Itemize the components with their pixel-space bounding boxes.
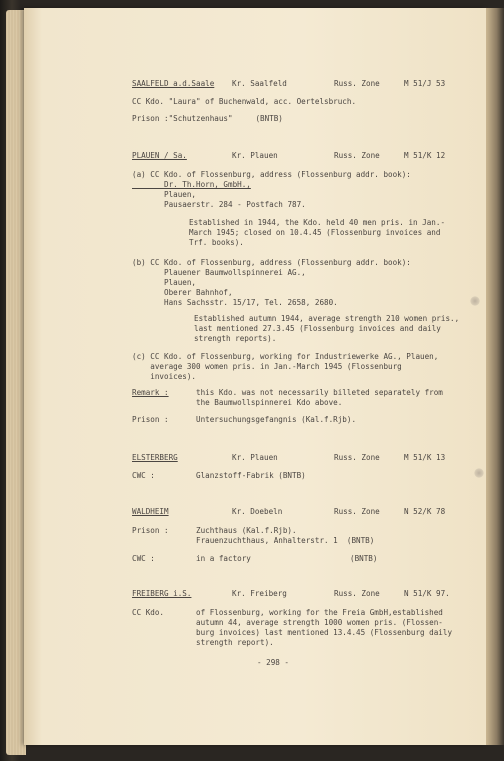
plauen-a-info: March 1945; closed on 10.4.45 (Flossenburg invoices and — [189, 228, 441, 237]
entry-place-elsterberg: ELSTERBERG — [132, 453, 178, 462]
plauen-b-info: strength reports). — [194, 334, 277, 343]
entry-place-waldheim: WALDHEIM — [132, 507, 169, 516]
entry-zone-waldheim: Russ. Zone — [334, 507, 380, 516]
entry-zone-plauen: Russ. Zone — [334, 151, 380, 160]
plauen-remark-label: Remark : — [132, 388, 169, 397]
waldheim-cwc-source: (BNTB) — [350, 554, 378, 563]
plauen-c-line: average 300 women pris. in Jan.-March 1945 (Flossenburg — [132, 362, 402, 371]
waldheim-prison-label: Prison : — [132, 526, 169, 535]
elsterberg-label: CWC : — [132, 471, 155, 480]
plauen-c-line: invoices). — [132, 372, 197, 381]
freiberg-label: CC Kdo. — [132, 608, 165, 617]
waldheim-prison-line: Zuchthaus (Kal.f.Rjb). — [196, 526, 297, 535]
entry-mapref-saalfeld: M 51/J 53 — [404, 79, 446, 88]
entry-place-freiberg: FREIBERG i.S. — [132, 589, 192, 598]
entry-kreis-plauen: Kr. Plauen — [232, 151, 278, 160]
entry-mapref-freiberg: N 51/K 97. — [404, 589, 450, 598]
plauen-b-info: last mentioned 27.3.45 (Flossenburg invoices and daily — [194, 324, 441, 333]
entry-place-plauen: PLAUEN / Sa. — [132, 151, 187, 160]
elsterberg-text: Glanzstoff-Fabrik (BNTB) — [196, 471, 306, 480]
entry-kreis-waldheim: Kr. Doebeln — [232, 507, 283, 516]
punch-hole — [470, 296, 480, 306]
freiberg-line: burg invoices) last mentioned 13.4.45 (Flossenburg daily — [196, 628, 453, 637]
binding-shadow — [486, 8, 504, 745]
entry-mapref-waldheim: N 52/K 78 — [404, 507, 446, 516]
plauen-b-line: Oberer Bahnhof, — [132, 288, 233, 297]
entry-place-saalfeld: SAALFELD a.d.Saale — [132, 79, 215, 88]
plauen-a-line: Plauen, — [132, 190, 197, 199]
plauen-remark-line: this Kdo. was not necessarily billeted separately from — [196, 388, 443, 397]
plauen-a-info: Trf. books). — [189, 238, 244, 247]
entry-zone-elsterberg: Russ. Zone — [334, 453, 380, 462]
plauen-a-info: Established in 1944, the Kdo. held 40 men pris. in Jan.- — [189, 218, 446, 227]
waldheim-cwc-text: in a factory — [196, 554, 251, 563]
entry-kreis-elsterberg: Kr. Plauen — [232, 453, 278, 462]
plauen-b-line: (b) CC Kdo. of Flossenburg, address (Flossenburg addr. book): — [132, 258, 411, 267]
plauen-c-line: (c) CC Kdo. of Flossenburg, working for Industriewerke AG., Plauen, — [132, 352, 439, 361]
entry-kreis-saalfeld: Kr. Saalfeld — [232, 79, 287, 88]
document-text — [24, 8, 486, 745]
plauen-a-line: (a) CC Kdo. of Flossenburg, address (Flossenburg addr. book): — [132, 170, 411, 179]
entry-kreis-freiberg: Kr. Freiberg — [232, 589, 287, 598]
entry-zone-freiberg: Russ. Zone — [334, 589, 380, 598]
entry-mapref-plauen: M 51/K 12 — [404, 151, 446, 160]
saalfeld-line-1: CC Kdo. "Laura" of Buchenwald, acc. Oertelsbruch. — [132, 97, 357, 106]
entry-mapref-elsterberg: M 51/K 13 — [404, 453, 446, 462]
page-stack-edge — [6, 10, 26, 755]
waldheim-prison-line: Frauenzuchthaus, Anhalterstr. 1 (BNTB) — [196, 536, 375, 545]
freiberg-line: of Flossenburg, working for the Freia GmbH,established — [196, 608, 443, 617]
entry-zone-saalfeld: Russ. Zone — [334, 79, 380, 88]
page-number: - 298 - — [257, 658, 290, 667]
plauen-remark-line: the Baumwollspinnerei Kdo above. — [196, 398, 343, 407]
punch-hole — [474, 468, 484, 478]
plauen-b-line: Plauen, — [132, 278, 197, 287]
plauen-a-line: Pausaerstr. 284 - Postfach 787. — [132, 200, 306, 209]
plauen-prison-text: Untersuchungsgefangnis (Kal.f.Rjb). — [196, 415, 357, 424]
saalfeld-line-2: Prison :"Schutzenhaus" (BNTB) — [132, 114, 283, 123]
plauen-b-line: Plauener Baumwollspinnerei AG., — [132, 268, 306, 277]
plauen-a-line: Dr. Th.Horn, GmbH., — [132, 180, 251, 189]
plauen-b-line: Hans Sachsstr. 15/17, Tel. 2658, 2680. — [132, 298, 338, 307]
waldheim-cwc-label: CWC : — [132, 554, 155, 563]
freiberg-line: strength report). — [196, 638, 274, 647]
plauen-b-info: Established autumn 1944, average strength 210 women pris., — [194, 314, 460, 323]
plauen-prison-label: Prison : — [132, 415, 169, 424]
freiberg-line: autumn 44, average strength 1000 women pris. (Flossen- — [196, 618, 443, 627]
